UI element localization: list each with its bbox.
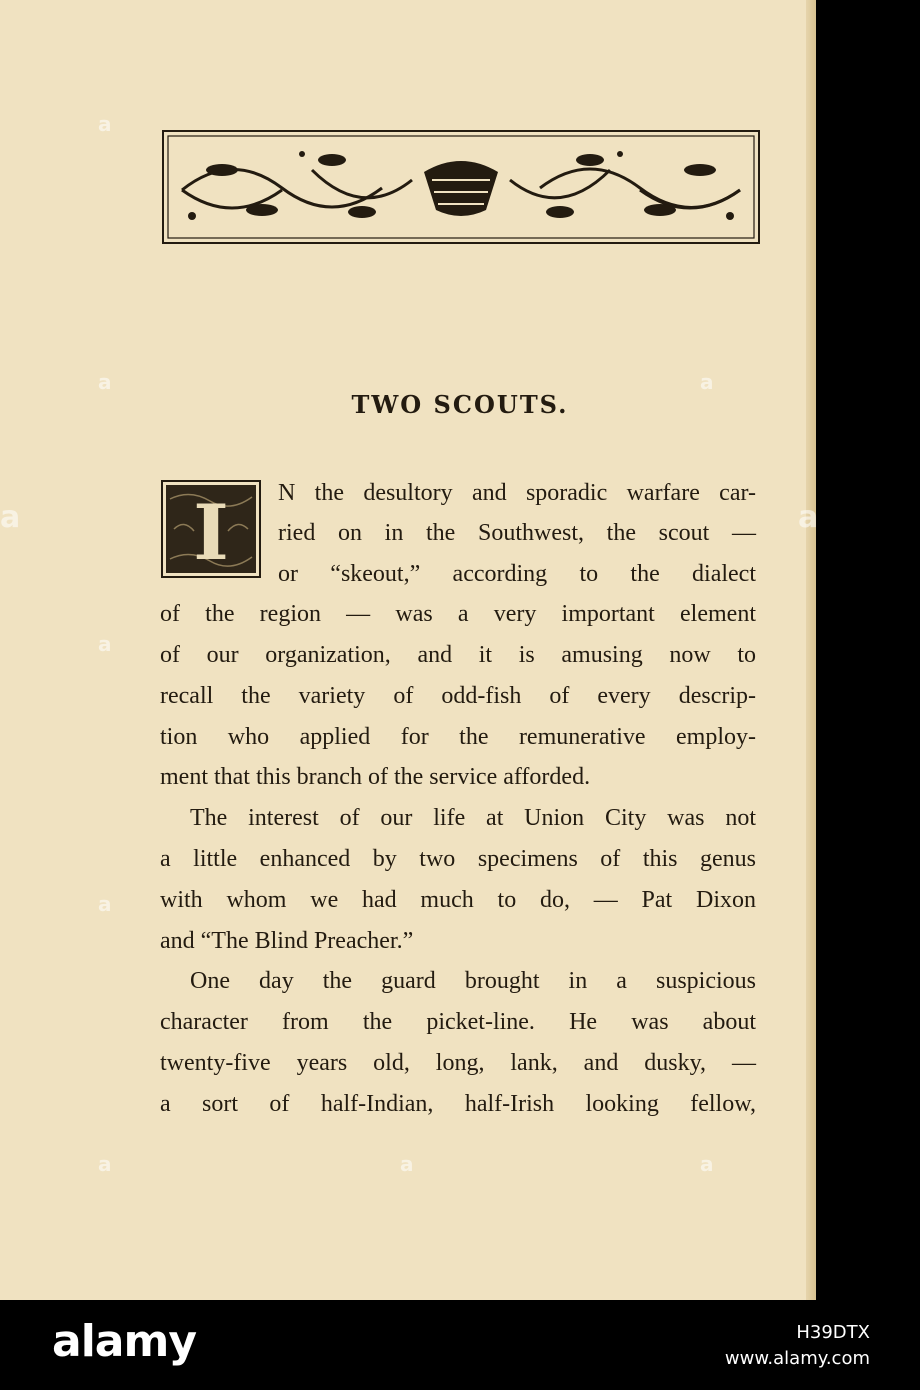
text-line: with whom we had much to do, — Pat Dixon bbox=[160, 887, 756, 913]
text-line: or “skeout,” according to the dialect bbox=[278, 561, 756, 587]
text-line: twenty-five years old, long, lank, and dusky, — bbox=[160, 1050, 756, 1076]
text-line: of our organization, and it is amusing now to bbox=[160, 642, 756, 668]
text-line: a little enhanced by two specimens of this genus bbox=[160, 846, 756, 872]
site-url: www.alamy.com bbox=[724, 1348, 870, 1369]
logo: alamy bbox=[52, 1316, 196, 1367]
watermark-mark: a bbox=[0, 500, 21, 535]
page-edge bbox=[806, 0, 816, 1300]
text-line: a sort of half-Indian, half-Irish looking fellow, bbox=[160, 1091, 756, 1117]
watermark-mark: a bbox=[98, 370, 112, 394]
text-line: recall the variety of odd-fish of every descrip- bbox=[160, 683, 756, 709]
watermark-mark: a bbox=[798, 500, 819, 535]
svg-text:I: I bbox=[193, 488, 229, 577]
watermark-mark: a bbox=[700, 370, 714, 394]
ornament-headpiece bbox=[162, 130, 760, 244]
watermark-mark: a bbox=[98, 1152, 112, 1176]
text-line: The interest of our life at Union City was not bbox=[190, 805, 756, 831]
text-line: tion who applied for the remunerative employ- bbox=[160, 724, 756, 750]
chapter-title: TWO SCOUTS. bbox=[351, 390, 569, 419]
watermark-mark: a bbox=[98, 892, 112, 916]
drop-cap-initial bbox=[160, 479, 262, 579]
watermark-mark: a bbox=[400, 1152, 414, 1176]
text-line: One day the guard brought in a suspicious bbox=[190, 968, 756, 994]
image-id: H39DTX bbox=[796, 1322, 870, 1343]
text-line: N the desultory and sporadic warfare car- bbox=[278, 480, 756, 506]
watermark-mark: a bbox=[700, 1152, 714, 1176]
text-line: character from the picket-line. He was about bbox=[160, 1009, 756, 1035]
text-line: ment that this branch of the service afforded. bbox=[160, 764, 591, 790]
watermark-mark: a bbox=[98, 632, 112, 656]
text-line: of the region — was a very important element bbox=[160, 601, 756, 627]
watermark-mark: a bbox=[98, 112, 112, 136]
text-line: and “The Blind Preacher.” bbox=[160, 928, 414, 954]
text-line: ried on in the Southwest, the scout — bbox=[278, 520, 756, 546]
